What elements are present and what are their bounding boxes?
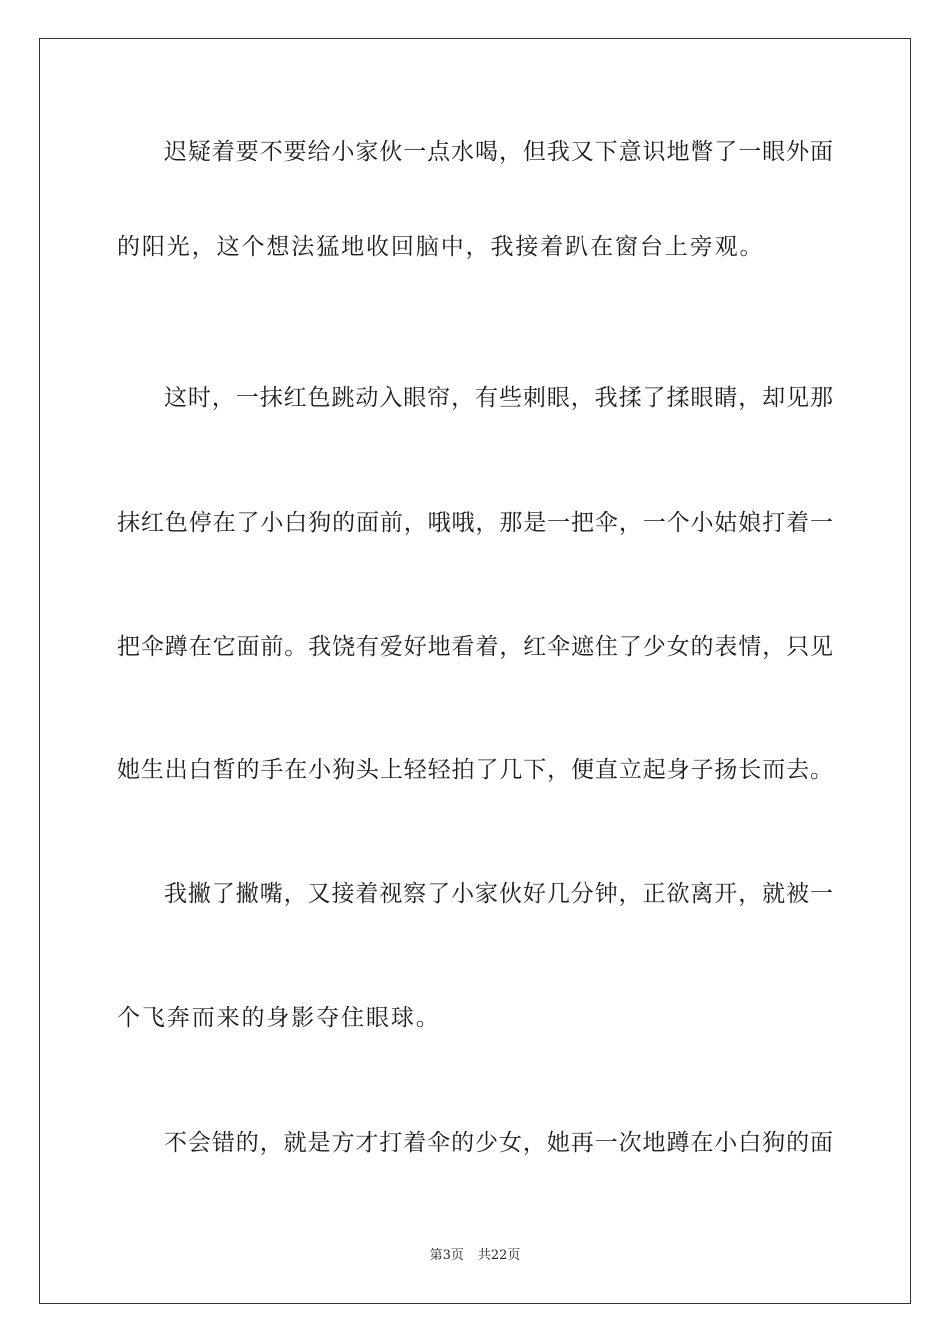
page-footer: [0, 1247, 950, 1265]
text-line: 这时，一抹红色跳动入眼帘，有些刺眼，我揉了揉眼睛，却见那: [164, 385, 833, 411]
page-total: 共22页: [477, 1248, 521, 1263]
text-line: 我撇了撇嘴，又接着视察了小家伙好几分钟，正欲离开，就被一: [164, 881, 833, 907]
text-line: 把伞蹲在它面前。我饶有爱好地看着，红伞遮住了少女的表情，只见: [117, 634, 833, 660]
page-number: 第3页: [429, 1248, 464, 1263]
text-line: 不会错的，就是方才打着伞的少女，她再一次地蹲在小白狗的面: [164, 1130, 833, 1156]
text-line: 个飞奔而来的身影夺住眼球。: [117, 1005, 441, 1031]
text-line: 抹红色停在了小白狗的面前，哦哦，那是一把伞，一个小姑娘打着一: [117, 510, 833, 536]
text-line: 迟疑着要不要给小家伙一点水喝，但我又下意识地瞥了一眼外面: [164, 139, 833, 165]
page-border: [39, 38, 911, 1304]
text-line: 的阳光，这个想法猛地收回脑中，我接着趴在窗台上旁观。: [117, 234, 765, 260]
text-line: 她生出白皙的手在小狗头上轻轻拍了几下，便直立起身子扬长而去。: [117, 757, 833, 783]
